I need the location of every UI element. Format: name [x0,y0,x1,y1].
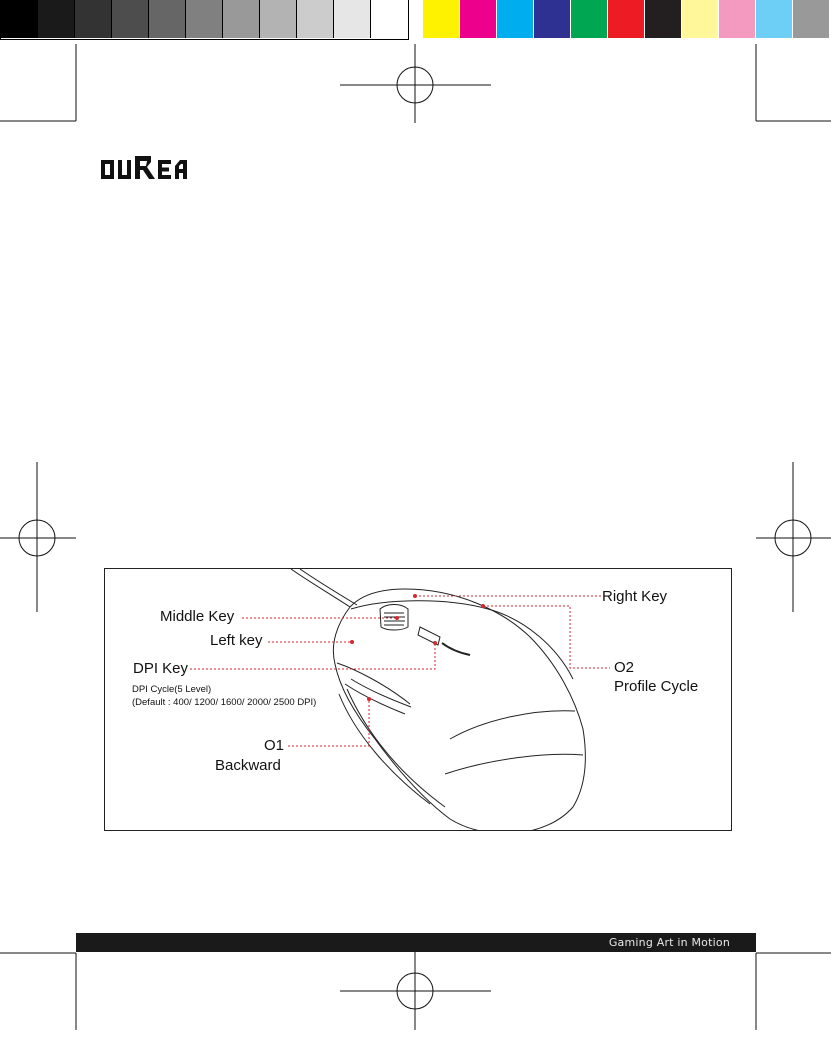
o2-label: O2 [614,659,635,676]
mouse-diagram [104,568,732,831]
o1-label: O1 [264,737,285,754]
dpi-key-label: DPI Key [133,660,189,677]
left-key-label: Left key [210,632,263,649]
registration-mark-right [756,462,831,612]
registration-mark-top [340,44,491,123]
ourea-logo [100,152,196,182]
registration-mark-bottom [340,952,491,1030]
profile-cycle-label: Profile Cycle [614,678,699,695]
dpi-default-label: (Default : 400/ 1200/ 1600/ 2000/ 2500 DPI) [132,697,317,708]
footer-bar [76,933,756,952]
backward-label: Backward [215,757,281,774]
registration-mark-left [0,462,76,612]
right-key-label: Right Key [602,588,668,605]
middle-key-label: Middle Key [160,608,235,625]
callout-dots [350,594,485,701]
callout-lines [190,596,610,746]
footer-tagline: Gaming Art in Motion [608,936,730,949]
dpi-cycle-label: DPI Cycle(5 Level) [132,684,212,695]
